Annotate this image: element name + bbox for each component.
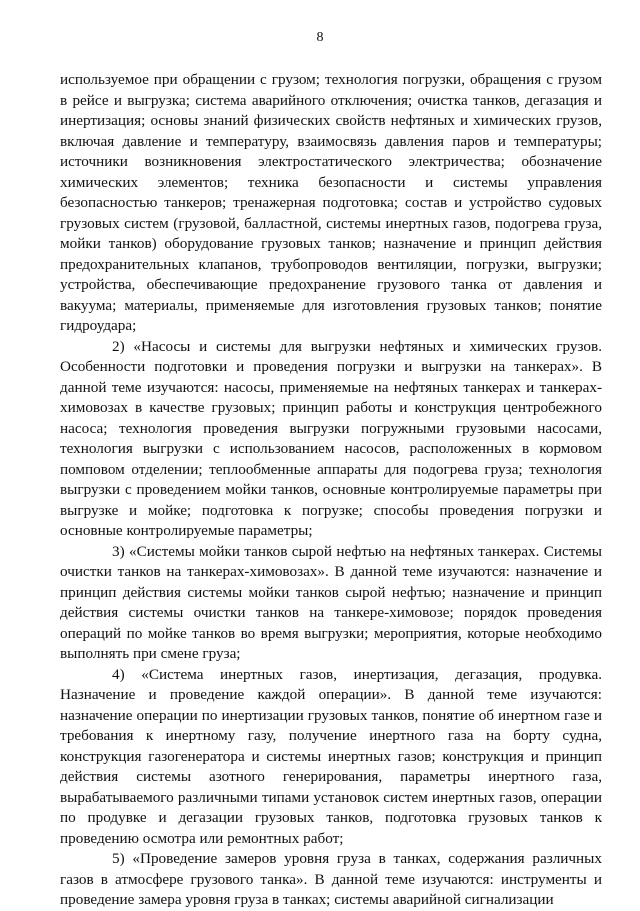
document-body (60, 70, 602, 911)
paragraph-item-4: 4) «Система инертных газов, инертизация, дегазация, продувка. Назначение и проведение каждой операции». В данной теме изучаются: назначение операции по инертизации грузовых танков, понятие об инертном газе и требования к инертному газу, получение инертного газа на борту судна, конструкция газогенератора и системы инертных газов; конструкция и принцип действия системы азотного генерирования, параметры инертного газа, вырабатываемого различными типами установок систем инертных газов, операции по продувке и дегазации грузовых танков, подготовка грузовых танков к проведению осмотра или ремонтных работ; (60, 665, 602, 847)
page-number: 8 (316, 30, 324, 45)
paragraph-continuation: используемое при обращении с грузом; технология погрузки, обращения с грузом в рейсе и выгрузка; система аварийного отключения; очистка танков, дегазация и инертизация; основы знаний физических свойств нефтяных и химических грузов, включая давление и температуру, взаимосвязь давления паров и температуры; источники возникновения электростатического электричества; обозначение химических элементов; техника безопасности и системы управления безопасностью танкеров; тренажерная подготовка; состав и устройство судовых грузовых систем (грузовой, балластной, системы инертных газов, подогрева груза, мойки танков) оборудование грузовых танков; назначение и принцип действия предохранительных клапанов, трубопроводов вентиляции, погрузки, выгрузки; устройства, обеспечивающие предохранение грузового танка от давления и вакуума; материалы, применяемые для изготовления грузовых танков; понятие гидроудара; (60, 71, 602, 334)
paragraph-item-3: 3) «Системы мойки танков сырой нефтью на нефтяных танкерах. Системы очистки танков на танкерах-химовозах». В данной теме изучаются: назначение и принцип действия системы мойки танков сырой нефтью; назначение и принцип действия системы очистки танков на танкере-химовозе; порядок проведения операций по мойке танков во время выгрузки; мероприятия, которые необходимо выполнять при смене груза; (60, 542, 602, 662)
paragraph-item-2: 2) «Насосы и системы для выгрузки нефтяных и химических грузов. Особенности подготовки и проведения погрузки и выгрузки на танкерах». В данной теме изучаются: насосы, применяемые на нефтяных танкерах и танкерах-химовозах в качестве грузовых; принцип работы и конструкция центробежного насоса; технология проведения выгрузки погружными грузовыми насосами, технология выгрузки с использованием насосов, расположенных в кормовом помповом отделении; теплообменные аппараты для подогрева груза; технология выгрузки с проведением мойки танков, основные контролируемые параметры при выгрузке и мойке; подготовка к погрузке; способы проведения погрузки и основные контролируемые параметры; (60, 337, 602, 539)
paragraph-item-5: 5) «Проведение замеров уровня груза в танках, содержания различных газов в атмосфере грузового танка». В данной теме изучаются: инструменты и проведение замера уровня груза в танках; системы аварийной сигнализации (60, 850, 602, 908)
